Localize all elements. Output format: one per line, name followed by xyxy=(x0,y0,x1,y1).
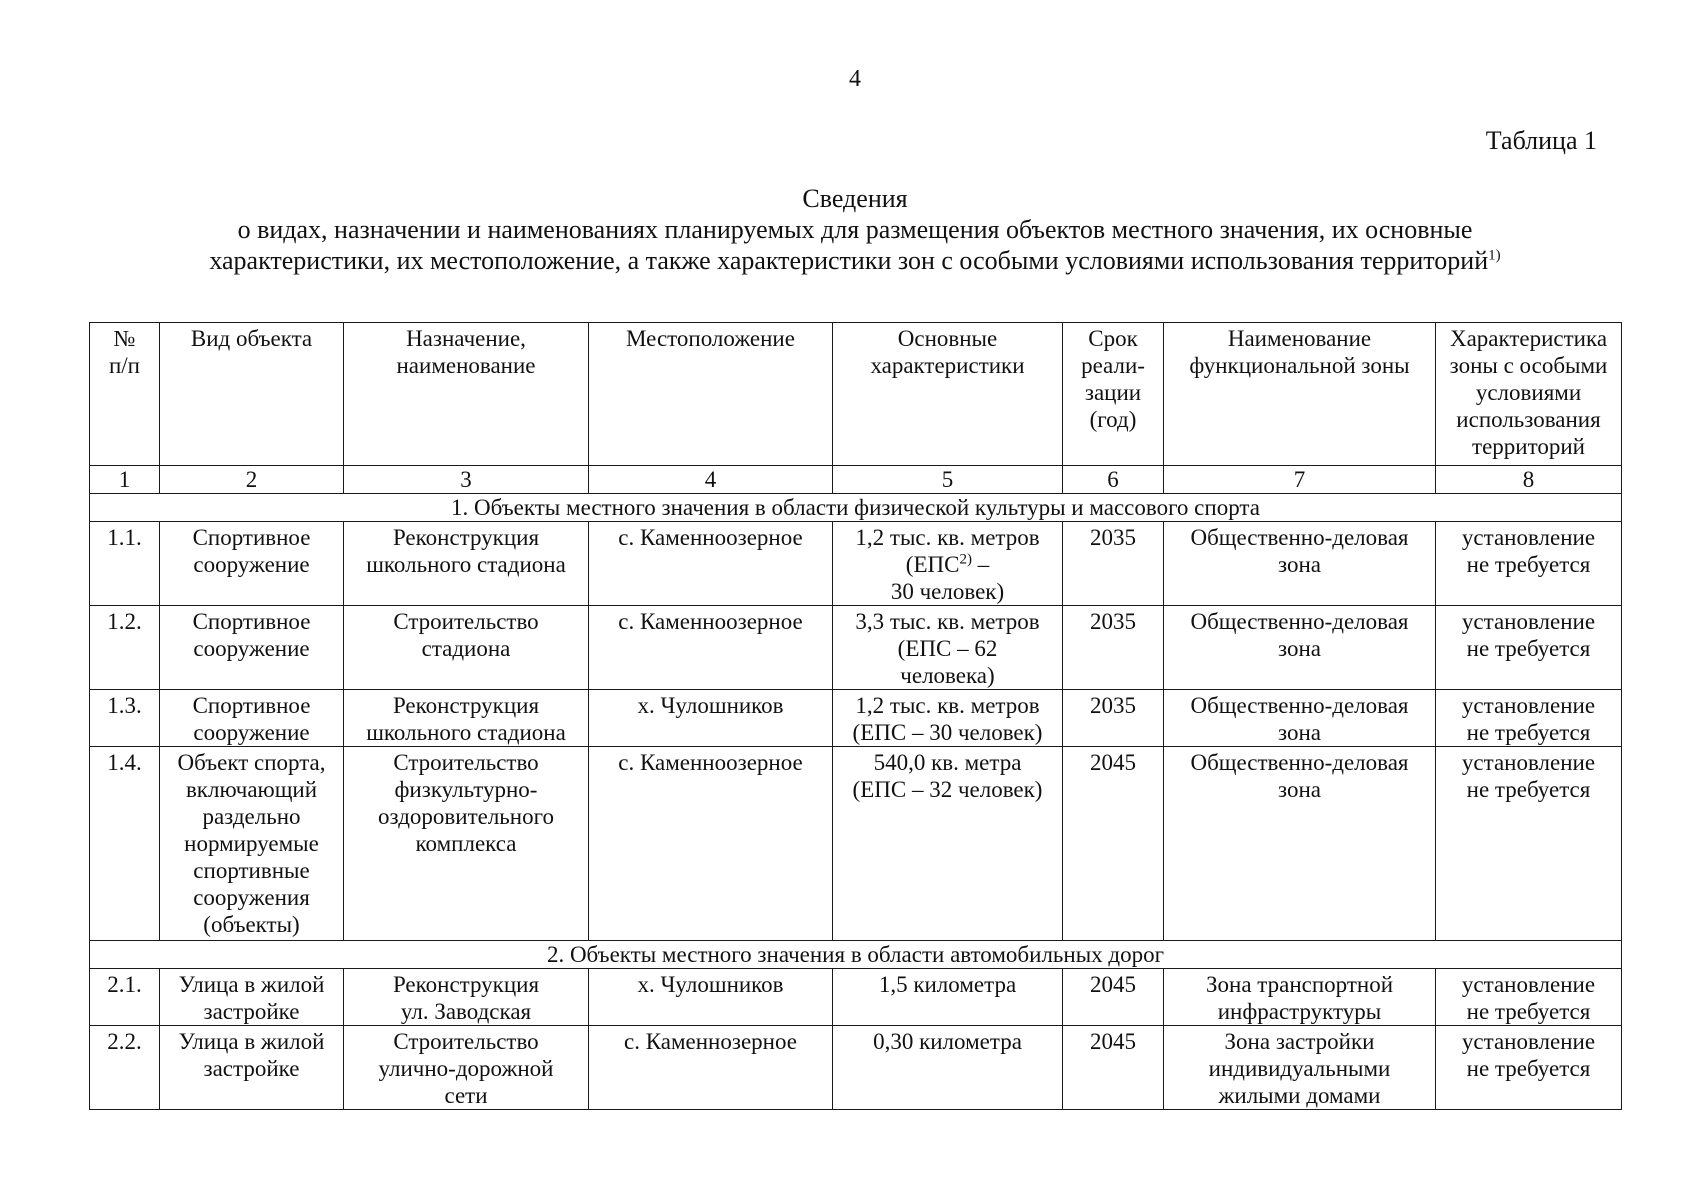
column-number: 7 xyxy=(1164,466,1436,494)
cell-object-type: Спортивное сооружение xyxy=(160,690,344,747)
title-line-2 xyxy=(0,245,1689,276)
header-special-zone: Характеристика зоны с особыми условиями использования территорий xyxy=(1436,323,1622,466)
cell-special-zone: установление не требуется xyxy=(1436,747,1622,941)
section-title: 1. Объекты местного значения в области физической культуры и массового спорта xyxy=(90,494,1622,522)
cell-number: 2.2. xyxy=(90,1026,160,1110)
cell-functional-zone: Зона застройки индивидуальными жилыми домами xyxy=(1164,1026,1436,1110)
column-number: 4 xyxy=(589,466,833,494)
cell-purpose: Строительство физкультурно- оздоровительного комплекса xyxy=(344,747,589,941)
cell-location: х. Чулошников xyxy=(589,969,833,1026)
section-title: 2. Объекты местного значения в области автомобильных дорог xyxy=(90,941,1622,969)
cell-number: 1.4. xyxy=(90,747,160,941)
cell-object-type: Улица в жилой застройке xyxy=(160,1026,344,1110)
column-number: 5 xyxy=(833,466,1063,494)
footnote-mark: 2) xyxy=(959,551,972,568)
cell-special-zone: установление не требуется xyxy=(1436,969,1622,1026)
column-number: 6 xyxy=(1063,466,1164,494)
cell-characteristics: 3,3 тыс. кв. метров (ЕПС – 62 человека) xyxy=(833,606,1063,690)
footnote-mark: 1) xyxy=(1488,247,1501,264)
table-row xyxy=(90,1026,1622,1110)
table-row xyxy=(90,522,1622,606)
cell-number: 1.2. xyxy=(90,606,160,690)
cell-characteristics: 1,5 километра xyxy=(833,969,1063,1026)
column-number: 2 xyxy=(160,466,344,494)
cell-purpose: Реконструкция ул. Заводская xyxy=(344,969,589,1026)
cell-purpose: Строительство улично-дорожной сети xyxy=(344,1026,589,1110)
characteristics-text: – 30 человек) xyxy=(890,552,1005,604)
cell-functional-zone: Зона транспортной инфраструктуры xyxy=(1164,969,1436,1026)
cell-year: 2035 xyxy=(1063,606,1164,690)
table-label: Таблица 1 xyxy=(1485,126,1597,155)
cell-object-type: Спортивное сооружение xyxy=(160,606,344,690)
table-row xyxy=(90,690,1622,747)
characteristics-text: 1,2 тыс. кв. метров (ЕПС xyxy=(855,525,1040,577)
table-row xyxy=(90,747,1622,941)
page-number: 4 xyxy=(849,66,861,92)
table-row xyxy=(90,606,1622,690)
cell-characteristics xyxy=(833,522,1063,606)
cell-year: 2045 xyxy=(1063,747,1164,941)
cell-location: х. Чулошников xyxy=(589,690,833,747)
cell-functional-zone: Общественно-деловая зона xyxy=(1164,690,1436,747)
cell-purpose: Реконструкция школьного стадиона xyxy=(344,522,589,606)
cell-special-zone: установление не требуется xyxy=(1436,606,1622,690)
section-row xyxy=(90,941,1622,969)
cell-location: с. Каменнозерное xyxy=(589,1026,833,1110)
cell-object-type: Улица в жилой застройке xyxy=(160,969,344,1026)
cell-special-zone: установление не требуется xyxy=(1436,1026,1622,1110)
cell-characteristics: 1,2 тыс. кв. метров (ЕПС – 30 человек) xyxy=(833,690,1063,747)
header-characteristics: Основные характеристики xyxy=(833,323,1063,466)
cell-functional-zone: Общественно-деловая зона xyxy=(1164,522,1436,606)
cell-special-zone: установление не требуется xyxy=(1436,522,1622,606)
table-row xyxy=(90,969,1622,1026)
cell-location: с. Каменноозерное xyxy=(589,747,833,941)
cell-number: 1.1. xyxy=(90,522,160,606)
cell-number: 2.1. xyxy=(90,969,160,1026)
cell-location: с. Каменноозерное xyxy=(589,606,833,690)
cell-purpose: Реконструкция школьного стадиона xyxy=(344,690,589,747)
cell-year: 2035 xyxy=(1063,522,1164,606)
title-heading: Сведения xyxy=(802,184,908,213)
objects-table xyxy=(89,322,1622,1110)
cell-number: 1.3. xyxy=(90,690,160,747)
document-title xyxy=(0,183,1689,276)
section-row xyxy=(90,494,1622,522)
cell-characteristics: 540,0 кв. метра (ЕПС – 32 человек) xyxy=(833,747,1063,941)
header-object-type: Вид объекта xyxy=(160,323,344,466)
cell-object-type: Спортивное сооружение xyxy=(160,522,344,606)
cell-functional-zone: Общественно-деловая зона xyxy=(1164,747,1436,941)
column-number: 8 xyxy=(1436,466,1622,494)
cell-year: 2045 xyxy=(1063,969,1164,1026)
header-location: Местоположение xyxy=(589,323,833,466)
column-number: 1 xyxy=(90,466,160,494)
column-number: 3 xyxy=(344,466,589,494)
header-year: Срок реали- зации (год) xyxy=(1063,323,1164,466)
header-number: № п/п xyxy=(90,323,160,466)
cell-characteristics: 0,30 километра xyxy=(833,1026,1063,1110)
header-functional-zone: Наименование функциональной зоны xyxy=(1164,323,1436,466)
column-number-row xyxy=(90,466,1622,494)
cell-location: с. Каменноозерное xyxy=(589,522,833,606)
table-header-row xyxy=(90,323,1622,466)
cell-year: 2045 xyxy=(1063,1026,1164,1110)
cell-object-type: Объект спорта, включающий раздельно нормируемые спортивные сооружения (объекты) xyxy=(160,747,344,941)
cell-year: 2035 xyxy=(1063,690,1164,747)
header-purpose: Назначение, наименование xyxy=(344,323,589,466)
title-line-2-text: характеристики, их местоположение, а также характеристики зон с особыми условиями использования территорий xyxy=(209,246,1489,275)
cell-special-zone: установление не требуется xyxy=(1436,690,1622,747)
title-line-1: о видах, назначении и наименованиях планируемых для размещения объектов местного значения, их основные xyxy=(237,215,1473,244)
cell-purpose: Строительство стадиона xyxy=(344,606,589,690)
cell-functional-zone: Общественно-деловая зона xyxy=(1164,606,1436,690)
